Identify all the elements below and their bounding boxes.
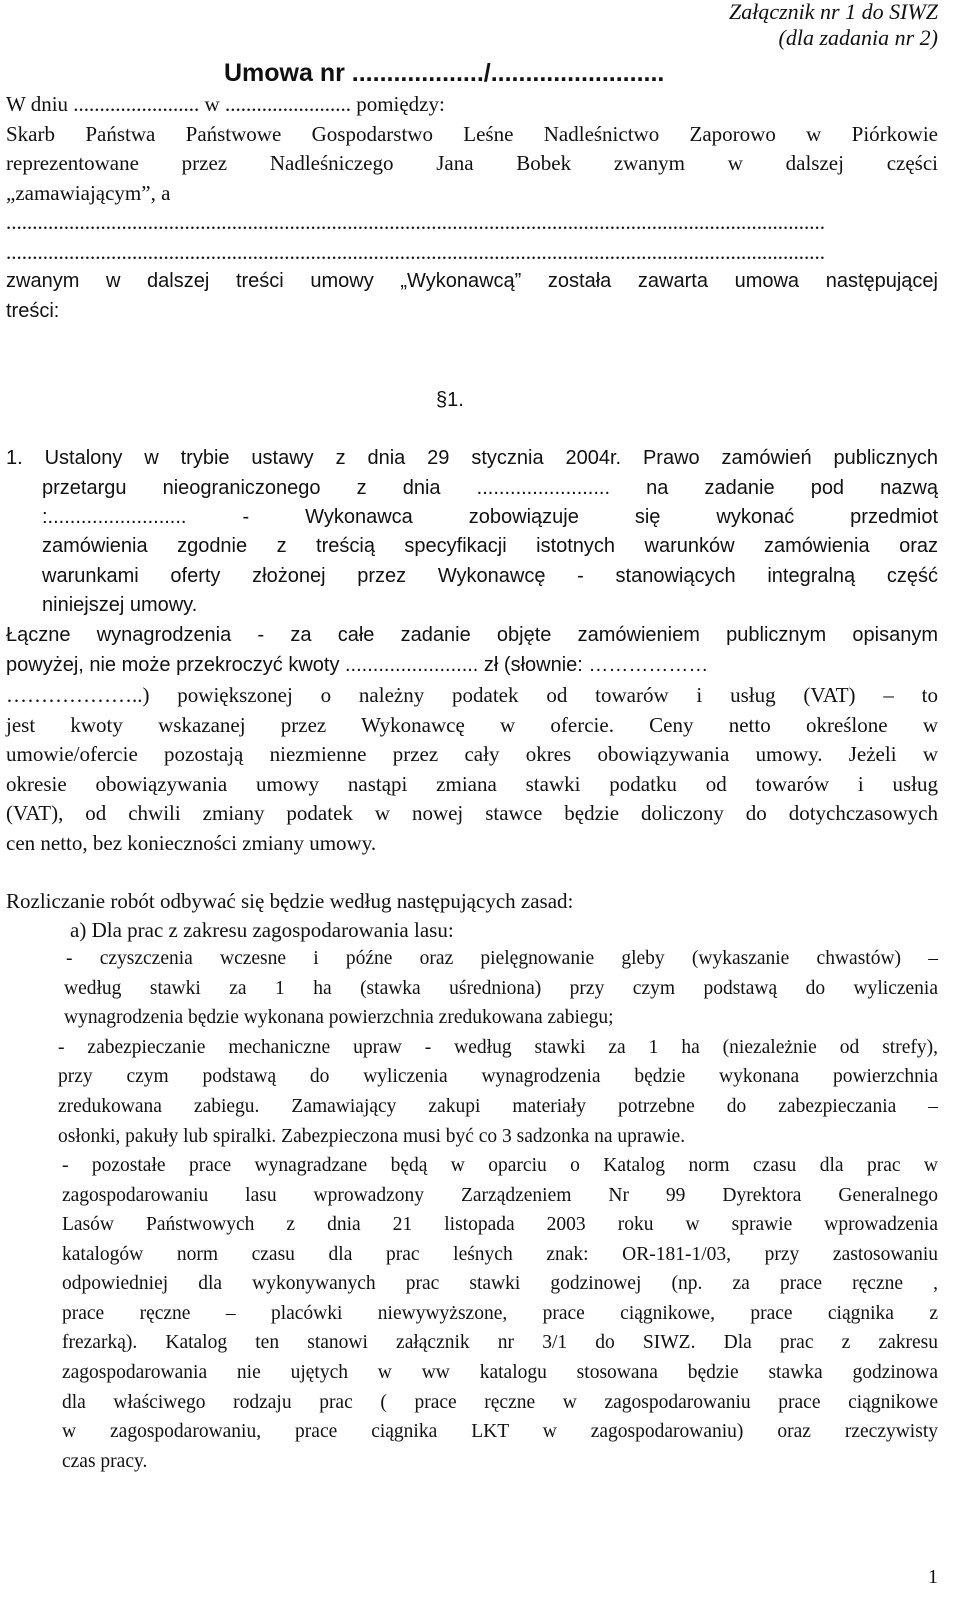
- intro-line: reprezentowane przez Nadleśniczego Jana Bobek zwanym w dalszej części: [6, 151, 938, 175]
- contract-title: Umowa nr .................../.........................: [224, 59, 665, 87]
- section-mark: §1.: [436, 389, 464, 411]
- intro-line: Skarb Państwa Państwowe Gospodarstwo Leśne Nadleśnictwo Zaporowo w Piórkowie: [6, 122, 938, 146]
- contractor-blank: ............................................................................................................................................................: [6, 240, 825, 264]
- remuneration-line: (VAT), od chwili zmiany podatek w nowej stawce będzie doliczony do dotychczasowych: [6, 801, 938, 825]
- point1-line: warunkami oferty złożonej przez Wykonawcę - stanowiących integralną część: [42, 565, 938, 587]
- remuneration-line: Łączne wynagrodzenia - za całe zadanie objęte zamówieniem publicznym opisanym: [6, 624, 938, 646]
- remuneration-line: umowie/ofercie pozostają niezmienne przez cały okres obowiązywania umowy. Jeżeli w: [6, 742, 938, 766]
- rule-line: zagospodarowaniu lasu wprowadzony Zarządzeniem Nr 99 Dyrektora Generalnego: [62, 1185, 938, 1206]
- point1-line: zamówienia zgodnie z treścią specyfikacji istotnych warunków zamówienia oraz: [42, 535, 938, 557]
- rule-line: frezarką). Katalog ten stanowi załącznik nr 3/1 do SIWZ. Dla prac z zakresu: [62, 1332, 938, 1353]
- rule-line: prace ręczne – placówki niewywyższone, prace ciągnikowe, prace ciągnika z: [62, 1303, 938, 1324]
- intro-line: „zamawiającym”, a: [6, 181, 171, 205]
- task-label: (dla zadania nr 2): [778, 25, 938, 50]
- rule-line: - czyszczenia wczesne i późne oraz pielęgnowanie gleby (wykaszanie chwastów) –: [66, 948, 938, 969]
- remuneration-line: okresie obowiązywania umowy nastąpi zmiana stawki podatku od towarów i usług: [6, 772, 938, 796]
- rule-line: według stawki za 1 ha (stawka uśredniona) przy czym podstawą do wyliczenia: [64, 978, 938, 999]
- point1-line: 1. Ustalony w trybie ustawy z dnia 29 stycznia 2004r. Prawo zamówień publicznych: [6, 447, 938, 469]
- point1-line: niniejszej umowy.: [42, 594, 198, 616]
- rule-line: - pozostałe prace wynagradzane będą w oparciu o Katalog norm czasu dla prac w: [62, 1155, 938, 1176]
- rule-line: przy czym podstawą do wyliczenia wynagrodzenia będzie wykonana powierzchnia: [58, 1066, 938, 1087]
- point1-line: :......................... - Wykonawca zobowiązuje się wykonać przedmiot: [42, 506, 938, 528]
- rule-line: wynagrodzenia będzie wykonana powierzchnia zredukowana zabiegu;: [64, 1007, 614, 1028]
- rule-line: dla właściwego rodzaju prac ( prace ręczne w zagospodarowaniu prace ciągnikowe: [62, 1392, 938, 1413]
- rule-line: odpowiedniej dla wykonywanych prac stawki godzinowej (np. za prace ręczne ,: [62, 1273, 938, 1294]
- rule-line: - zabezpieczanie mechaniczne upraw - według stawki za 1 ha (niezależnie od strefy),: [58, 1037, 938, 1058]
- contractor-blank: ............................................................................................................................................................: [6, 210, 825, 234]
- point1-line: przetargu nieograniczonego z dnia ........................ na zadanie pod nazwą: [42, 477, 938, 499]
- intro-line: treści:: [6, 300, 60, 322]
- rule-line: osłonki, pakuły lub spiralki. Zabezpieczona musi być co 3 sadzonka na uprawie.: [58, 1126, 686, 1147]
- rule-line: Lasów Państwowych z dnia 21 listopada 2003 roku w sprawie wprowadzenia: [62, 1214, 938, 1235]
- page-number: 1: [928, 1566, 938, 1588]
- intro-line: zwanym w dalszej treści umowy „Wykonawcą” została zawarta umowa następującej: [6, 270, 938, 292]
- settlement-heading: Rozliczanie robót odbywać się będzie według następujących zasad:: [6, 889, 574, 913]
- rule-line: zagospodarowania nie ujętych w ww katalogu stosowana będzie stawka godzinowa: [62, 1362, 938, 1383]
- subsection-a: a) Dla prac z zakresu zagospodarowania lasu:: [70, 918, 454, 942]
- rule-line: czas pracy.: [62, 1451, 148, 1472]
- rule-line: katalogów norm czasu dla prac leśnych znak: OR-181-1/03, przy zastosowaniu: [62, 1244, 938, 1265]
- rule-line: zredukowana zabiegu. Zamawiający zakupi materiały potrzebne do zabezpieczania –: [58, 1096, 938, 1117]
- remuneration-line: powyżej, nie może przekroczyć kwoty ........................ zł (słownie: ………………: [6, 654, 709, 676]
- rule-line: w zagospodarowaniu, prace ciągnika LKT w zagospodarowaniu) oraz rzeczywisty: [62, 1421, 938, 1442]
- remuneration-line: cen netto, bez konieczności zmiany umowy.: [6, 831, 377, 855]
- remuneration-line: ………………..) powiększonej o należny podatek od towarów i usług (VAT) – to: [6, 683, 938, 707]
- attachment-label: Załącznik nr 1 do SIWZ: [729, 0, 938, 24]
- intro-line: W dniu ........................ w ........................ pomiędzy:: [6, 92, 445, 116]
- remuneration-line: jest kwoty wskazanej przez Wykonawcę w ofercie. Ceny netto określone w: [6, 713, 938, 737]
